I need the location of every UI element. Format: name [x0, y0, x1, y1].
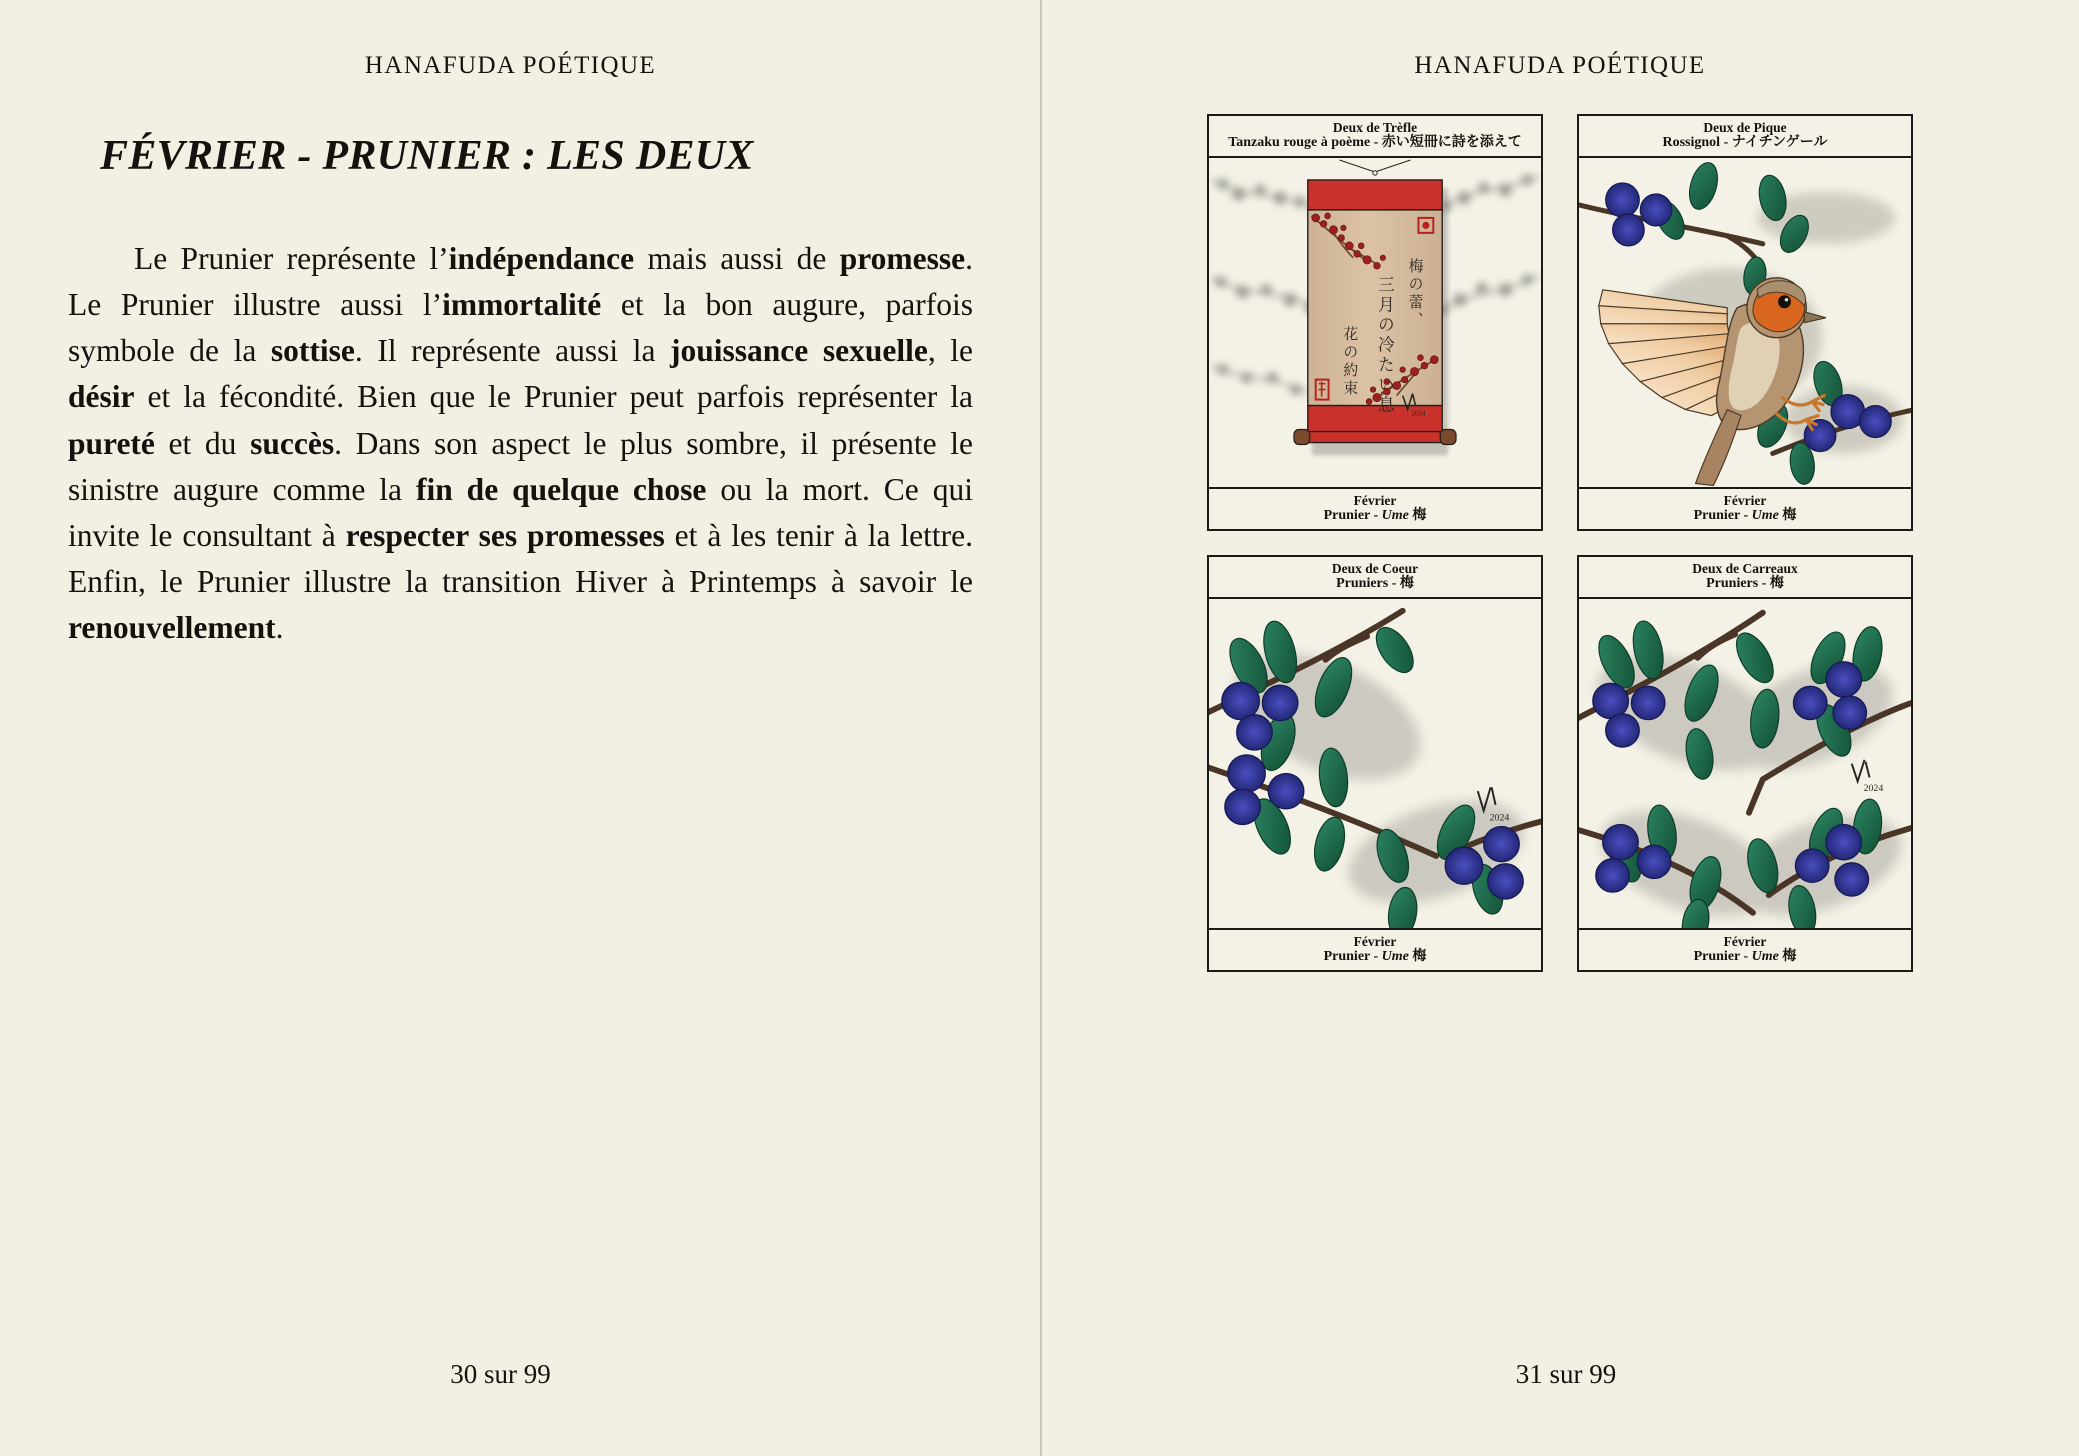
card-foot-line2: Prunier - Ume 梅 [1323, 949, 1427, 965]
card-foot-line1: Février [1353, 493, 1397, 509]
svg-text:梅の蕾、: 梅の蕾、 [1406, 257, 1423, 330]
card-head-line2: Rossignol - ナイチンゲール [1662, 135, 1828, 151]
card-deux-de-pique[interactable] [1577, 114, 1913, 531]
card-foot-line2: Prunier - Ume 梅 [1693, 949, 1797, 965]
svg-text:2024: 2024 [1489, 812, 1510, 824]
svg-text:2024: 2024 [1411, 409, 1426, 418]
card-head-line2: Tanzaku rouge à poème - 赤い短冊に詩を添えて [1228, 135, 1522, 151]
card-foot-line1: Février [1723, 493, 1767, 509]
card-artwork-plums-2 [1579, 599, 1911, 928]
card-deux-de-carreaux[interactable] [1577, 555, 1913, 972]
card-footer [1209, 928, 1541, 970]
svg-text:花の約束: 花の約束 [1341, 325, 1358, 398]
card-head-line1: Deux de Trèfle [1332, 120, 1418, 135]
card-deux-de-trefle[interactable] [1207, 114, 1543, 531]
card-footer [1209, 487, 1541, 529]
card-artwork-tanzaku [1209, 158, 1541, 487]
folio-left: 30 sur 99 [450, 1359, 551, 1389]
card-head-line1: Deux de Carreaux [1692, 561, 1798, 576]
card-foot-line2: Prunier - Ume 梅 [1693, 508, 1797, 524]
card-foot-line1: Février [1353, 934, 1397, 950]
right-page [1041, 0, 2079, 1456]
card-header [1209, 557, 1541, 599]
card-head-line1: Deux de Pique [1703, 120, 1787, 135]
running-head-left: HANAFUDA POÉTIQUE [364, 52, 657, 79]
body-paragraph: Le Prunier représente l’indépendance mais aussi de promesse. Le Prunier illustre aussi l’immortalité et la bon augure, parfois symbole de la sottise. Il représente aussi la jouissance sexuelle, le désir et la fécondité. Bien que le Prunier peut parfois représenter la pureté et du succès. Dans son aspect le plus sombre, il présente le sinistre augure comme la fin de quelque chose ou la mort. Ce qui invite le consultant à respecter ses promesses et à les tenir à la lettre. Enfin, le Prunier illustre la transition Hiver à Printemps à savoir le renouvellement. [68, 241, 974, 646]
card-head-line2: Pruniers - 梅 [1336, 576, 1414, 592]
card-grid [1041, 114, 2079, 972]
card-footer [1579, 487, 1911, 529]
card-header [1209, 116, 1541, 158]
card-foot-line1: Février [1723, 934, 1767, 950]
card-deux-de-coeur[interactable] [1207, 555, 1543, 972]
svg-text:2024: 2024 [1863, 782, 1884, 794]
folio-right: 31 sur 99 [1515, 1359, 1617, 1389]
card-header [1579, 557, 1911, 599]
card-artwork-nightingale [1579, 158, 1911, 487]
card-footer [1579, 928, 1911, 970]
card-head-line2: Pruniers - 梅 [1706, 576, 1784, 592]
card-head-line1: Deux de Coeur [1331, 561, 1419, 576]
card-artwork-plums-1 [1209, 599, 1541, 928]
running-head-right: HANAFUDA POÉTIQUE [1414, 52, 1706, 79]
svg-text:三月の冷たい息: 三月の冷たい息 [1375, 275, 1395, 416]
card-header [1579, 116, 1911, 158]
card-foot-line2: Prunier - Ume 梅 [1323, 508, 1427, 524]
chapter-title: FÉVRIER - PRUNIER : LES DEUX [100, 133, 754, 179]
